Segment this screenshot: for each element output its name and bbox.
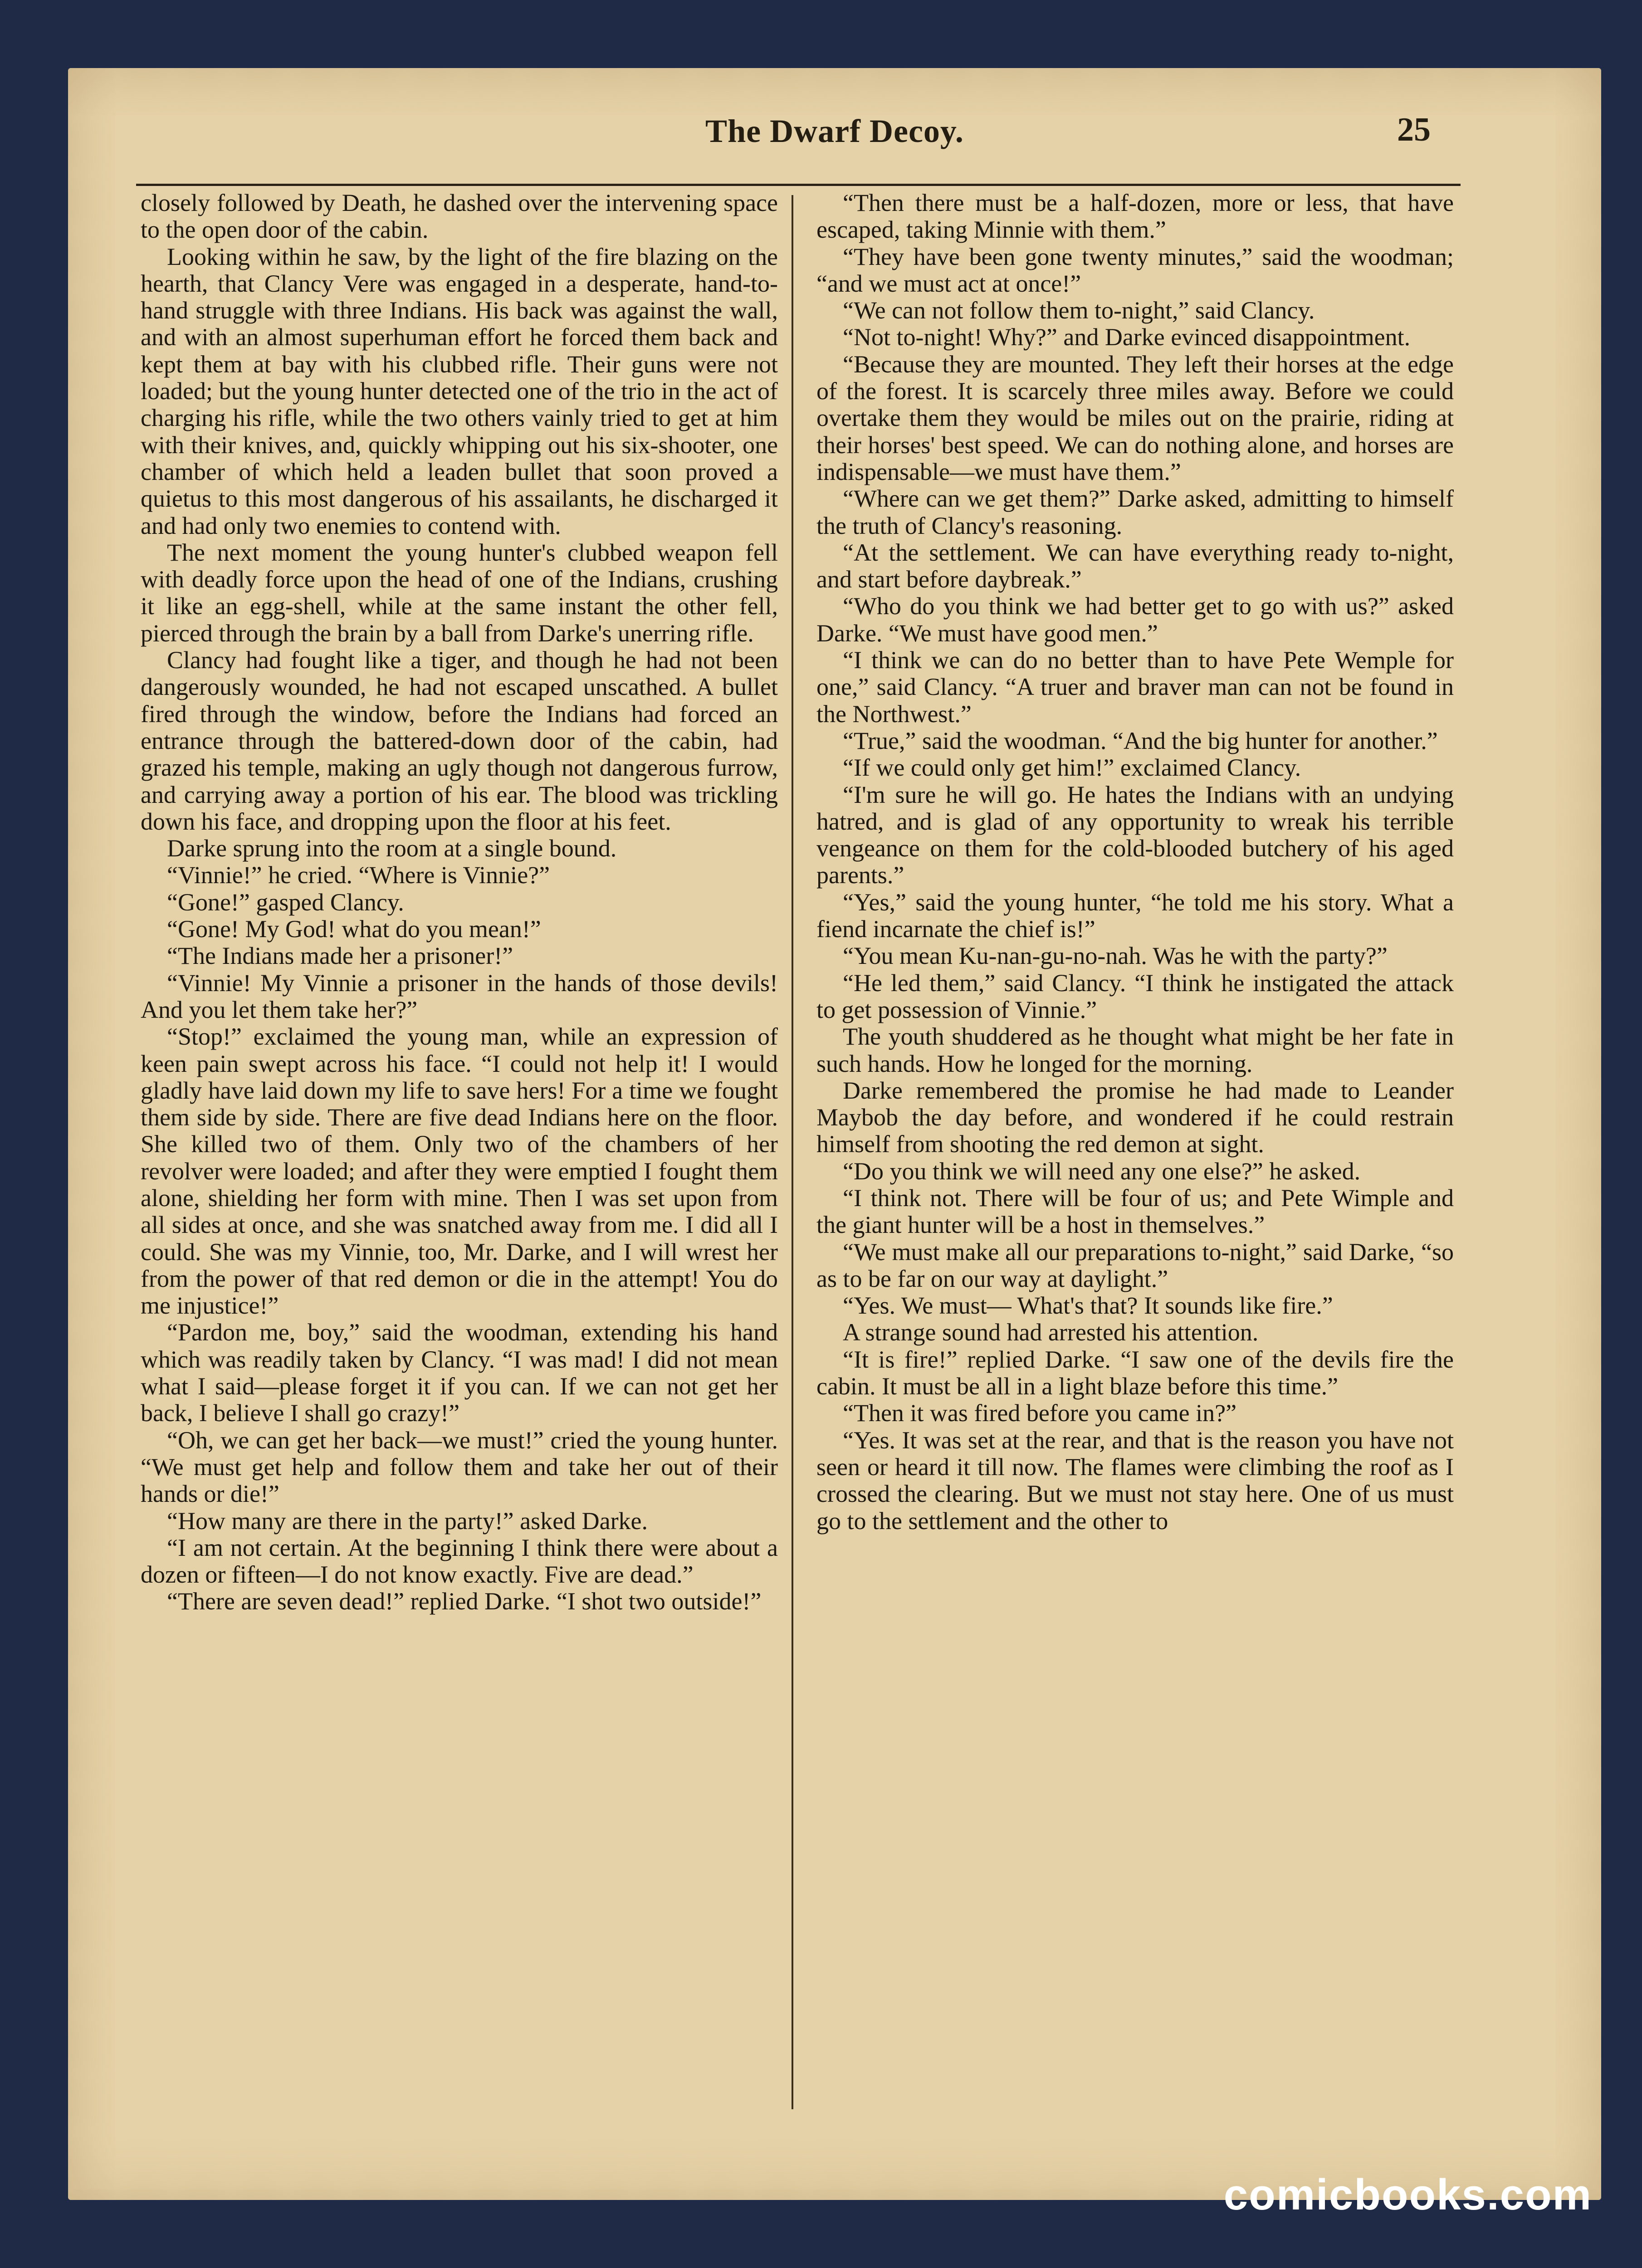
paragraph: “Who do you think we had better get to go with us?” asked Darke. “We must have good men.” — [816, 592, 1454, 647]
paragraph: “Vinnie! My Vinnie a prisoner in the hands of those devils! And you let them take her?” — [141, 969, 778, 1023]
paragraph: “They have been gone twenty minutes,” said the woodman; “and we must act at once!” — [816, 243, 1454, 297]
paragraph: Looking within he saw, by the light of the fire blazing on the hearth, that Clancy Vere was engaged in a desperate, hand-to-hand struggle with three Indians. His back was against the wall, and with an almost superhuman effort he forced them back and kept them at bay with his clubbed rifle. Their guns were not loaded; but the young hunter detected one of the trio in the act of charging his rifle, while the two others vainly tried to get at him with their knives, and, quickly whipping out his six-shooter, one chamber of which held a leaden bullet that soon proved a quietus to this most dangerous of his assailants, he discharged it and had only two enemies to contend with. — [141, 243, 778, 539]
paragraph: “He led them,” said Clancy. “I think he instigated the attack to get possession of Vinnie.” — [816, 969, 1454, 1023]
paragraph: The youth shuddered as he thought what might be her fate in such hands. How he longed for the morning. — [816, 1023, 1454, 1077]
paragraph: “Then it was fired before you came in?” — [843, 1399, 1237, 1427]
paragraph: “Then there must be a half-dozen, more or less, that have escaped, taking Minnie with them.” — [816, 189, 1454, 244]
paragraph: closely followed by Death, he dashed over the intervening space to the open door of the cabin. — [141, 189, 778, 244]
site-watermark: comicbooks.com — [1223, 2170, 1592, 2219]
paragraph: “Vinnie!” he cried. “Where is Vinnie?” — [167, 861, 550, 889]
header-rule — [136, 184, 1461, 186]
right-column — [816, 190, 1454, 1535]
paragraph: “If we could only get him!” exclaimed Clancy. — [843, 754, 1301, 782]
paragraph: Darke sprung into the room at a single bound. — [167, 835, 617, 862]
paragraph: “At the settlement. We can have everything ready to-night, and start before daybreak.” — [816, 538, 1454, 593]
column-divider — [792, 195, 793, 2109]
paragraph: “Gone! My God! what do you mean!” — [167, 915, 541, 943]
paragraph: “The Indians made her a prisoner!” — [167, 942, 513, 970]
paragraph: Darke remembered the promise he had made to Leander Maybob the day before, and wondered if he could restrain himself from shooting the red demon at sight. — [816, 1076, 1454, 1158]
running-title: The Dwarf Decoy. — [705, 113, 964, 149]
paragraph: Clancy had fought like a tiger, and though he had not been dangerously wounded, he had not escaped unscathed. A bullet fired through the window, before the Indians had forced an entrance through the battered-down door of the cabin, had grazed his temple, making an ugly though not dangerous furrow, and carrying away a portion of his ear. The blood was trickling down his face, and dropping upon the floor at his feet. — [141, 646, 778, 835]
paragraph: “Where can we get them?” Darke asked, admitting to himself the truth of Clancy's reasoning. — [816, 485, 1454, 539]
paragraph: “We must make all our preparations to-night,” said Darke, “so as to be far on our way at daylight.” — [816, 1238, 1454, 1292]
paragraph: “Because they are mounted. They left their horses at the edge of the forest. It is scarcely three miles away. Before we could overtake them they would be miles out on the prairie, riding at their horses' best speed. We can do nothing alone, and horses are indispensable—we must have them.” — [816, 350, 1454, 485]
paragraph: “I think we can do no better than to have Pete Wemple for one,” said Clancy. “A truer and braver man can not be found in the Northwest.” — [816, 646, 1454, 728]
paragraph: “We can not follow them to-night,” said Clancy. — [843, 297, 1315, 324]
paragraph: “Stop!” exclaimed the young man, while an expression of keen pain swept across his face. “I could not help it! I would gladly have laid down my life to save hers! For a time we fought them side by side. There are five dead Indians here on the floor. She killed two of them. Only two of the chambers of her revolver were loaded; and after they were emptied I fought them alone, shielding her form with mine. Then I was set upon from all sides at once, and she was snatched away from me. I did all I could. She was my Vinnie, too, Mr. Darke, and I will wrest her from the power of that red demon or die in the attempt! You do me injustice!” — [141, 1023, 778, 1320]
paragraph: “Do you think we will need any one else?” he asked. — [843, 1157, 1361, 1185]
paragraph: “I think not. There will be four of us; and Pete Wimple and the giant hunter will be a host in themselves.” — [816, 1184, 1454, 1239]
paragraph: “You mean Ku-nan-gu-no-nah. Was he with the party?” — [843, 942, 1388, 970]
paragraph: “There are seven dead!” replied Darke. “I shot two outside!” — [167, 1588, 762, 1615]
paragraph: “It is fire!” replied Darke. “I saw one of the devils fire the cabin. It must be all in a light blaze before this time.” — [816, 1345, 1454, 1400]
paragraph: “Oh, we can get her back—we must!” cried the young hunter. “We must get help and follow them and take her out of their hands or die!” — [141, 1426, 778, 1508]
paragraph: The next moment the young hunter's clubbed weapon fell with deadly force upon the head of one of the Indians, crushing it like an egg-shell, while at the same instant the other fell, pierced through the brain by a ball from Darke's unerring rifle. — [141, 538, 778, 647]
paragraph: “Yes,” said the young hunter, “he told me his story. What a fiend incarnate the chief is!” — [816, 888, 1454, 943]
paragraph: “Yes. We must— What's that? It sounds like fire.” — [843, 1292, 1333, 1320]
paragraph: “Gone!” gasped Clancy. — [167, 888, 404, 916]
paragraph: “I'm sure he will go. He hates the Indians with an undying hatred, and is glad of any opportunity to wreak his terrible vengeance on them for the cold-blooded butchery of his aged parents.” — [816, 781, 1454, 889]
paragraph: “Pardon me, boy,” said the woodman, extending his hand which was readily taken by Clancy. “I was mad! I did not mean what I said—please forget it if you can. If we can not get her back, I believe I shall go crazy!” — [141, 1319, 778, 1427]
paragraph: A strange sound had arrested his attention. — [843, 1319, 1259, 1346]
paragraph: “I am not certain. At the beginning I think there were about a dozen or fifteen—I do not know exactly. Five are dead.” — [141, 1534, 778, 1589]
paragraph: “Yes. It was set at the rear, and that is the reason you have not seen or heard it till now. The flames were climbing the roof as I crossed the clearing. But we must not stay here. One of us must go to the settlement and the other to — [816, 1426, 1454, 1535]
paragraph: “True,” said the woodman. “And the big hunter for another.” — [843, 727, 1438, 754]
paragraph: “How many are there in the party!” asked Darke. — [167, 1507, 648, 1535]
left-column — [141, 190, 778, 1615]
page-number: 25 — [1397, 111, 1431, 148]
paragraph: “Not to-night! Why?” and Darke evinced disappointment. — [843, 323, 1411, 351]
